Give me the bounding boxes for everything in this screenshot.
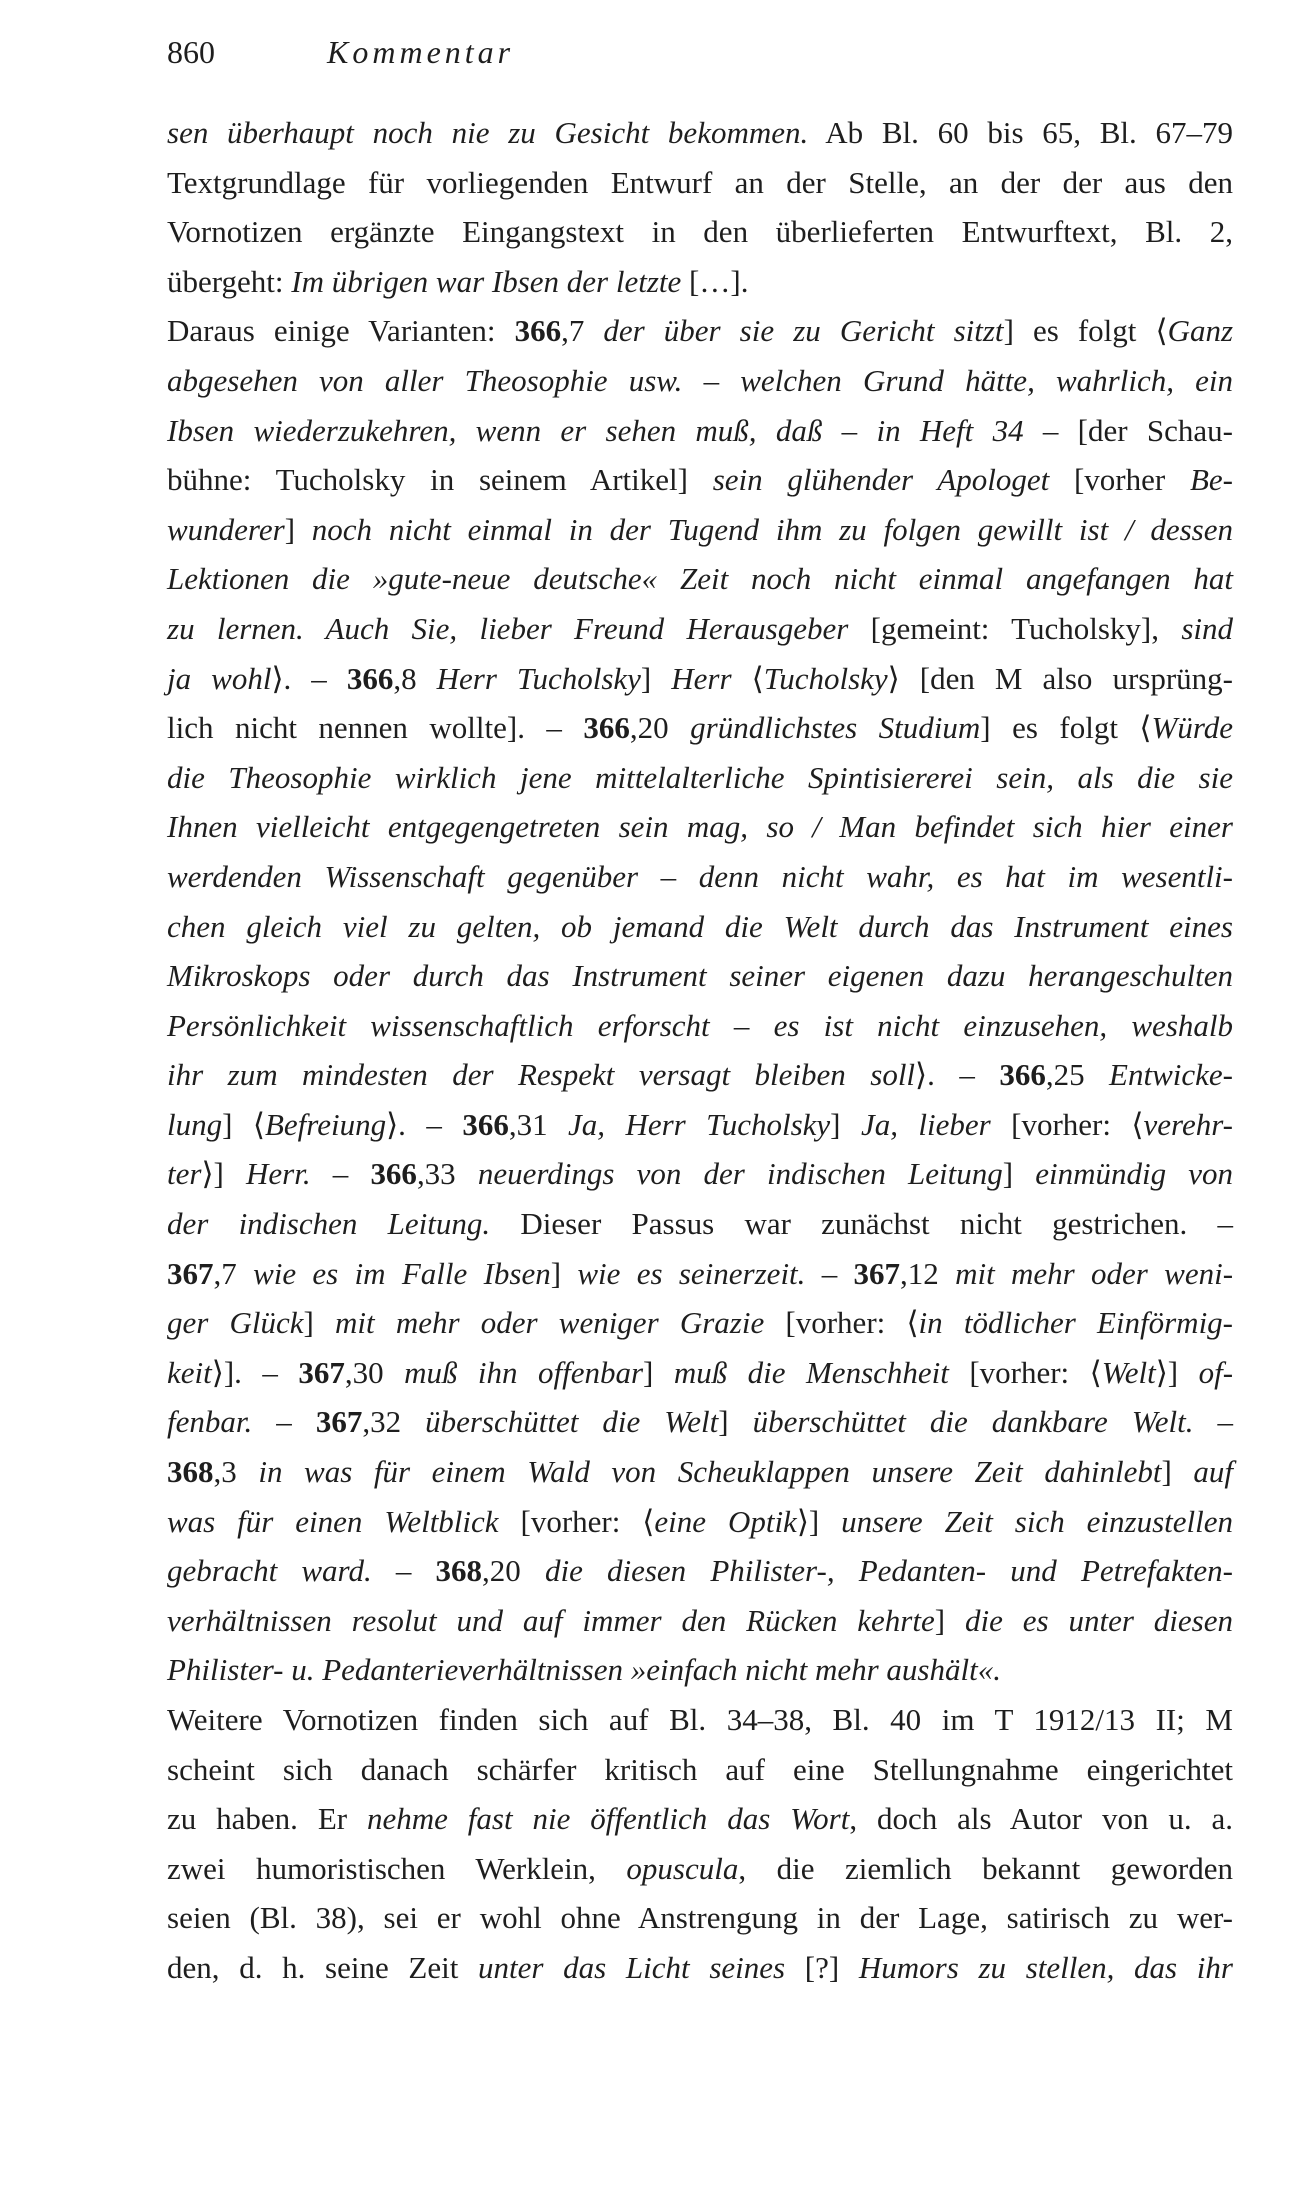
text-run: – (371, 1553, 436, 1589)
running-head: Kommentar (327, 34, 515, 70)
text-line (167, 1001, 1233, 1051)
text-run: […]. (681, 263, 749, 299)
text-run: den, d. h. seine Zeit (167, 1949, 479, 1985)
italic-text: Philister- u. Pedanterieverhältnissen »einfach nicht mehr aushält«. (167, 1652, 1001, 1688)
italic-text: Lektionen die »gute-neue deutsche« Zeit noch nicht einmal angefangen hat (167, 561, 1233, 597)
text-run: bühne: Tucholsky in seinem Artikel] (167, 462, 713, 498)
text-run: ] (830, 1106, 861, 1142)
text-run: ] ⟨ (222, 1106, 265, 1142)
text-line (167, 1149, 1233, 1199)
text-line (167, 951, 1233, 1001)
italic-text: die Theosophie wirklich jene mittelalterliche Spintisiererei sein, als die sie (167, 759, 1233, 795)
text-line (167, 1546, 1233, 1596)
italic-text: nehme fast nie öffentlich das Wort (366, 1801, 850, 1837)
italic-text: keit (167, 1354, 212, 1390)
italic-text: Herr. (246, 1156, 311, 1192)
text-line (167, 1199, 1233, 1249)
italic-text: Ganz (1167, 313, 1234, 349)
italic-text: neuerdings von der indischen Leitung (477, 1156, 1003, 1192)
text-run: ,33 (416, 1156, 478, 1192)
italic-text: unsere Zeit sich einzustellen (841, 1503, 1233, 1539)
text-run: ,12 (900, 1255, 956, 1291)
italic-text: verehr- (1143, 1106, 1233, 1142)
text-run: ⟩. – (915, 1057, 1000, 1093)
text-run: [vorher: ⟨ (990, 1106, 1144, 1142)
text-line (167, 207, 1233, 257)
text-line (167, 1943, 1233, 1993)
text-run: Ab Bl. 60 bis 65, Bl. 67–79 (808, 115, 1233, 150)
italic-text: Im übrigen war Ibsen der letzte (291, 263, 682, 299)
italic-text: noch nicht einmal in der Tugend ihm zu folgen gewillt ist / dessen (311, 511, 1233, 547)
text-run: ,20 (629, 710, 691, 746)
italic-text: Ja, lieber (860, 1106, 991, 1142)
text-run: ,7 (213, 1255, 254, 1291)
italic-text: abgesehen von aller Theosophie usw. – welchen Grund hätte, wahrlich, ein (167, 362, 1233, 398)
text-line (167, 1348, 1233, 1398)
text-line (167, 158, 1233, 208)
text-run: ,32 (362, 1404, 426, 1440)
italic-text: Persönlichkeit wissenschaftlich erforscht – es ist nicht einzusehen, weshalb (167, 1007, 1233, 1043)
text-line (167, 1893, 1233, 1943)
text-run: ⟩. – (386, 1106, 463, 1142)
text-line (167, 902, 1233, 952)
italic-text: opuscula (626, 1850, 739, 1886)
italic-text: lung (167, 1106, 223, 1142)
text-run: ⟩]. – (211, 1354, 299, 1390)
italic-text: Be- (1189, 462, 1233, 498)
italic-text: Herr (671, 660, 732, 696)
text-run: , doch als Autor von u. a. (849, 1801, 1233, 1837)
italic-text: ihr zum mindesten der Respekt versagt bleiben soll (167, 1057, 916, 1093)
text-run: zu haben. Er (167, 1801, 367, 1837)
text-run: – (252, 1404, 316, 1440)
text-line (167, 108, 1233, 158)
text-run: ⟨ (731, 660, 764, 696)
italic-text: die es unter diesen (964, 1602, 1234, 1638)
text-run: [vorher (1049, 462, 1190, 498)
text-line (167, 1397, 1233, 1447)
italic-text: was für einen Weltblick (167, 1503, 499, 1539)
text-run: – (1193, 1404, 1233, 1440)
line-reference: 366 (999, 1057, 1046, 1093)
text-line (167, 306, 1233, 356)
line-reference: 366 (514, 313, 562, 349)
text-line (167, 703, 1233, 753)
italic-text: Herr Tucholsky (436, 660, 641, 696)
italic-text: der über sie zu Gericht sitzt (603, 313, 1004, 349)
italic-text: Ja, Herr Tucholsky (568, 1106, 831, 1142)
text-run: [gemeint: Tucholsky], (848, 610, 1182, 646)
text-line (167, 1794, 1233, 1844)
text-run: ,20 (482, 1553, 545, 1589)
italic-text: Humors zu stellen, das ihr (858, 1949, 1233, 1985)
page-number: 860 (167, 34, 215, 70)
text-run: ,30 (344, 1354, 405, 1390)
text-run: ⟩ [den M also ursprüng- (887, 660, 1233, 696)
italic-text: einmündig von (1035, 1156, 1234, 1192)
line-reference: 367 (298, 1354, 345, 1390)
italic-text: muß die Menschheit (673, 1354, 949, 1390)
text-line (167, 1298, 1233, 1348)
line-reference: 366 (583, 710, 630, 746)
text-run: Textgrundlage für vorliegenden Entwurf an der Stelle, an der der aus den (167, 164, 1233, 200)
italic-text: auf (1193, 1454, 1234, 1490)
text-line (167, 654, 1233, 704)
text-run: seien (Bl. 38), sei er wohl ohne Anstrengung in der Lage, satirisch zu wer- (167, 1900, 1233, 1936)
line-reference: 368 (167, 1454, 214, 1490)
text-line (167, 1249, 1233, 1299)
line-reference: 366 (462, 1106, 509, 1142)
text-run: zwei humoristischen Werklein, (167, 1850, 627, 1886)
italic-text: überschüttet die Welt (425, 1404, 719, 1440)
text-line (167, 455, 1233, 505)
text-run: ] (718, 1404, 753, 1440)
italic-text: Mikroskops oder durch das Instrument seiner eigenen dazu herangeschulten (167, 958, 1233, 994)
text-run: [?] (785, 1949, 859, 1985)
text-run: – (805, 1255, 854, 1291)
italic-text: in tödlicher Einförmig- (918, 1305, 1234, 1341)
italic-text: fenbar. (167, 1404, 253, 1440)
text-run: ] (640, 660, 672, 696)
italic-text: unter das Licht seines (478, 1949, 786, 1985)
text-run: scheint sich danach schärfer kritisch auf eine Stellungnahme eingerichtet (167, 1751, 1233, 1787)
text-run: Dieser Passus war zunächst nicht gestrichen. – (490, 1206, 1233, 1242)
italic-text: ger Glück (167, 1305, 304, 1341)
italic-text: Befreiung (264, 1106, 387, 1142)
italic-text: muß ihn offenbar (404, 1354, 644, 1390)
italic-text: zu lernen. Auch Sie, lieber Freund Herausgeber (167, 610, 849, 646)
italic-text: in was für einem Wald von Scheuklappen unsere Zeit dahinlebt (258, 1454, 1162, 1490)
text-run: [der Schau- (1058, 412, 1233, 448)
text-line (167, 406, 1233, 456)
text-line (167, 802, 1233, 852)
text-run: ] (643, 1354, 674, 1390)
italic-text: sind (1181, 610, 1233, 646)
line-reference: 367 (315, 1404, 363, 1440)
text-run: [vorher: ⟨ (498, 1503, 655, 1539)
text-line (167, 1695, 1233, 1745)
italic-text: wie es im Falle Ibsen (253, 1255, 551, 1291)
text-run: ⟩] (796, 1503, 842, 1539)
text-line (167, 257, 1233, 307)
text-run: übergeht: (167, 263, 292, 299)
italic-text: sein glühender Apologet (712, 462, 1050, 498)
text-run: ] (550, 1255, 578, 1291)
italic-text: mit mehr oder weni- (955, 1255, 1234, 1291)
text-run: ] (1002, 1156, 1036, 1192)
italic-text: Ibsen wiederzukehren, wenn er sehen muß, daß – in Heft 34 – (167, 412, 1059, 448)
italic-text: Würde (1151, 710, 1234, 746)
italic-text: mit mehr oder weniger Grazie (335, 1305, 765, 1341)
italic-text: Entwicke- (1109, 1057, 1233, 1093)
text-line (167, 852, 1233, 902)
italic-text: eine Optik (654, 1503, 797, 1539)
text-run: [vorher: ⟨ (948, 1354, 1102, 1390)
italic-text: überschüttet die dankbare Welt. (752, 1404, 1194, 1440)
italic-text: der indischen Leitung. (167, 1206, 491, 1242)
text-line (167, 604, 1233, 654)
text-run: Vornotizen ergänzte Eingangstext in den überlieferten Entwurftext, Bl. 2, (167, 214, 1233, 250)
text-line (167, 1745, 1233, 1795)
commentary-body (167, 108, 1233, 1993)
text-run: ] (284, 511, 312, 547)
line-reference: 367 (167, 1255, 214, 1291)
line-reference: 366 (346, 660, 394, 696)
italic-text: sen überhaupt noch nie zu Gesicht bekommen. (167, 115, 809, 150)
italic-text: wunderer (167, 511, 285, 547)
text-run: ] es folgt ⟨ (1003, 313, 1168, 349)
text-line (167, 753, 1233, 803)
text-run: ⟩] (201, 1156, 247, 1192)
text-run: Weitere Vornotizen finden sich auf Bl. 34–38, Bl. 40 im T 1912/13 II; M (167, 1702, 1233, 1737)
text-line (167, 1050, 1233, 1100)
italic-text: Tucholsky (763, 660, 888, 696)
text-line (167, 1645, 1233, 1695)
text-run: – (310, 1156, 371, 1192)
line-reference: 368 (435, 1553, 483, 1589)
text-line (167, 1596, 1233, 1646)
italic-text: Welt (1101, 1354, 1156, 1390)
text-line (167, 505, 1233, 555)
text-run: ,25 (1045, 1057, 1110, 1093)
text-run: lich nicht nennen wollte]. – (167, 710, 584, 746)
italic-text: gründlichstes Studium (690, 710, 981, 746)
text-line (167, 554, 1233, 604)
text-run: ] (1161, 1454, 1194, 1490)
text-run: , die ziemlich bekannt geworden (738, 1850, 1233, 1886)
italic-text: ter (167, 1156, 202, 1192)
italic-text: verhältnissen resolut und auf immer den Rücken kehrte (167, 1602, 935, 1638)
italic-text: gebracht ward. (167, 1553, 372, 1589)
text-line (167, 356, 1233, 406)
text-run: [vorher: ⟨ (764, 1305, 919, 1341)
italic-text: die diesen Philister-, Pedanten- und Petrefakten- (544, 1553, 1233, 1589)
text-line (167, 1497, 1233, 1547)
text-line (167, 1844, 1233, 1894)
text-line (167, 1100, 1233, 1150)
text-run: ,8 (393, 660, 437, 696)
italic-text: werdenden Wissenschaft gegenüber – denn nicht wahr, es hat im wesentli- (167, 858, 1233, 894)
text-run: ] (303, 1305, 336, 1341)
text-run: ,3 (213, 1454, 259, 1490)
text-run: ,7 (561, 313, 604, 349)
text-run: Daraus einige Varianten: (167, 313, 515, 349)
text-run: ] (934, 1602, 965, 1638)
italic-text: Ihnen vielleicht entgegengetreten sein mag, so / Man befindet sich hier einer (167, 809, 1233, 845)
text-run: ,31 (508, 1106, 569, 1142)
line-reference: 367 (853, 1255, 901, 1291)
italic-text: wie es seinerzeit. (577, 1255, 806, 1291)
italic-text: ja wohl (167, 660, 272, 696)
text-line (167, 1447, 1233, 1497)
text-run: ⟩] (1155, 1354, 1199, 1390)
italic-text: of- (1198, 1354, 1234, 1390)
italic-text: chen gleich viel zu gelten, ob jemand die Welt durch das Instrument eines (167, 908, 1233, 944)
text-run: ⟩. – (271, 660, 347, 696)
text-run: ] es folgt ⟨ (980, 710, 1152, 746)
line-reference: 366 (370, 1156, 417, 1192)
